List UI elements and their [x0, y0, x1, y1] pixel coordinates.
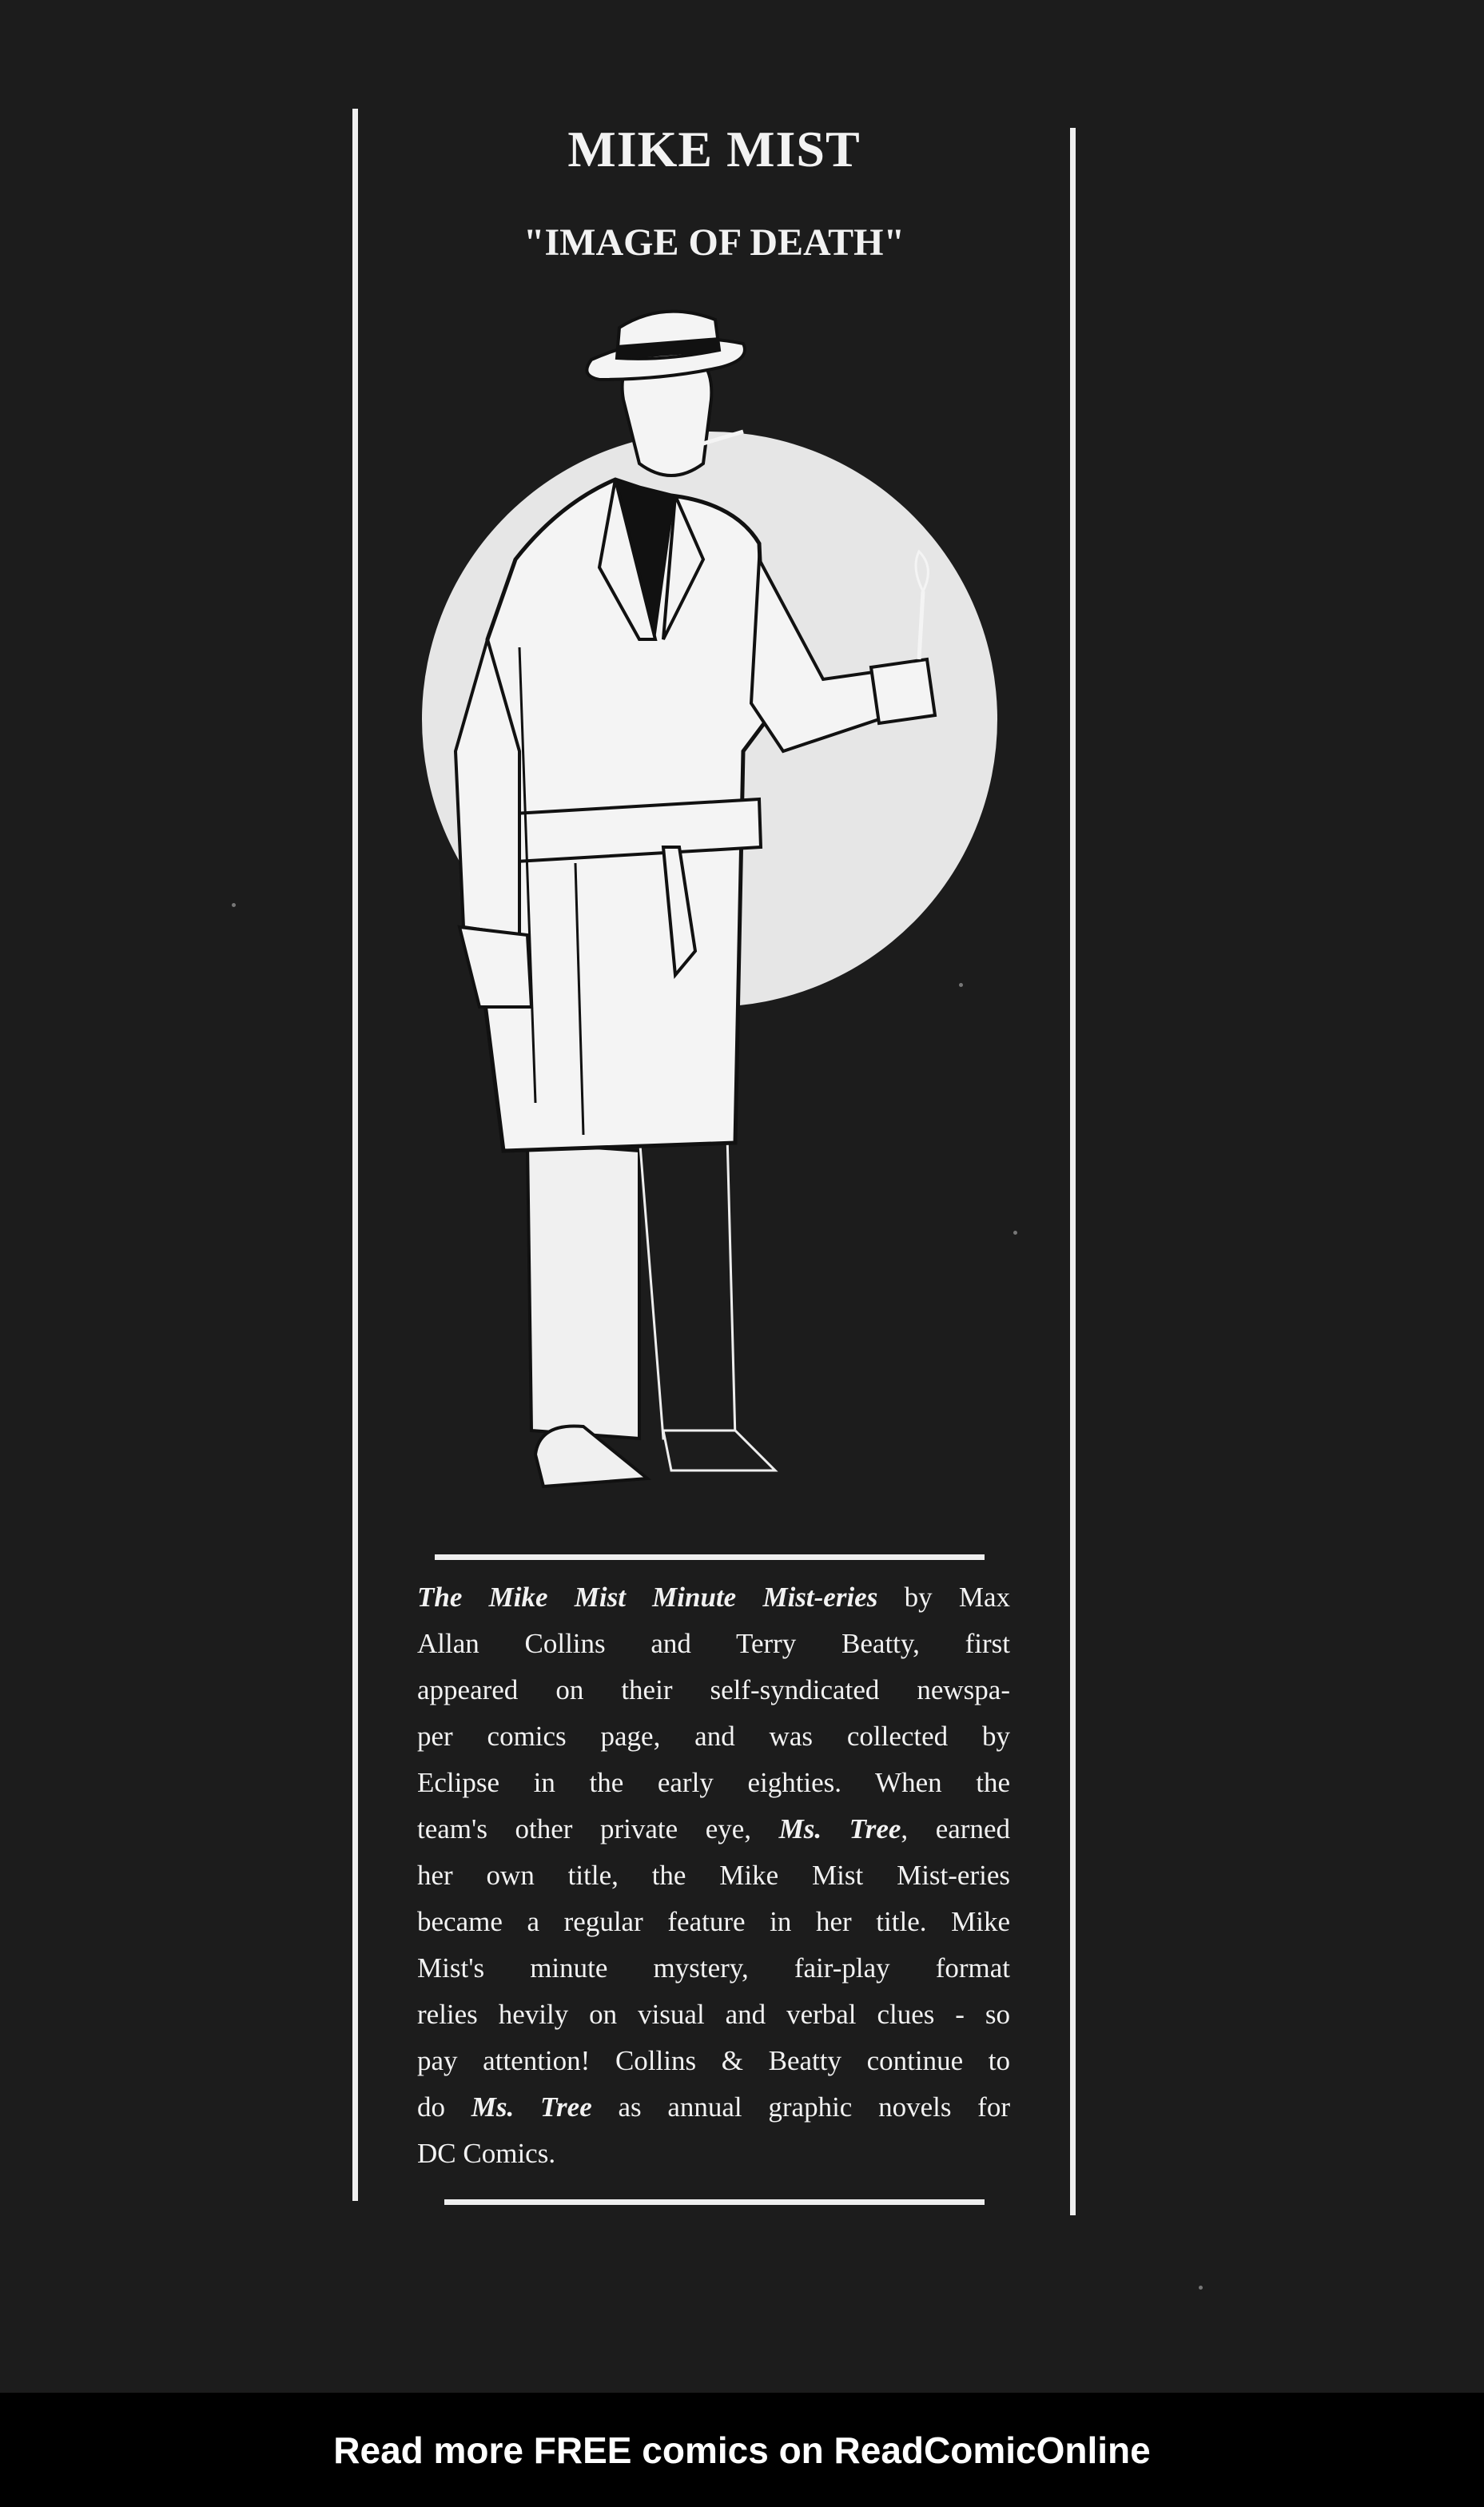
paper-speck: [1013, 1231, 1017, 1235]
caption-top-rule: [435, 1554, 985, 1560]
paragraph-line: per comics page, and was collected by: [417, 1721, 1010, 1752]
paragraph-line: pay attention! Collins & Beatty continue to: [417, 2045, 1010, 2076]
paragraph-line: The Mike Mist Minute Mist-eries by Max: [417, 1582, 1010, 1613]
paragraph-line: DC Comics.: [417, 2138, 556, 2169]
paper-speck: [232, 903, 236, 907]
detective-in-trenchcoat-illustration: [400, 304, 1039, 1550]
paper-speck: [959, 983, 963, 987]
story-subtitle: "IMAGE OF DEATH": [523, 221, 905, 264]
paper-speck: [1199, 2286, 1203, 2290]
caption-bottom-rule: [444, 2199, 985, 2205]
paragraph-line: Allan Collins and Terry Beatty, first: [417, 1628, 1010, 1659]
paragraph-line: relies hevily on visual and verbal clues - so: [417, 1999, 1010, 2030]
page-title: MIKE MIST: [567, 121, 861, 177]
description-paragraph: [417, 1574, 1010, 2177]
paragraph-line: Mist's minute mystery, fair-play format: [417, 1952, 1010, 1984]
paragraph-line: team's other private eye, Ms. Tree, earned: [417, 1813, 1010, 1844]
paragraph-line: appeared on their self-syndicated newspa-: [417, 1674, 1010, 1705]
left-border-rule: [352, 109, 358, 2201]
right-border-rule: [1070, 128, 1076, 2215]
paragraph-line: do Ms. Tree as annual graphic novels for: [417, 2091, 1010, 2123]
footer-text: Read more FREE comics on ReadComicOnline: [333, 2429, 1151, 2471]
paragraph-line: became a regular feature in her title. Mike: [417, 1906, 1010, 1937]
paragraph-line: her own title, the Mike Mist Mist-eries: [417, 1860, 1010, 1891]
footer-banner: [0, 2393, 1484, 2507]
paragraph-line: Eclipse in the early eighties. When the: [417, 1767, 1010, 1798]
